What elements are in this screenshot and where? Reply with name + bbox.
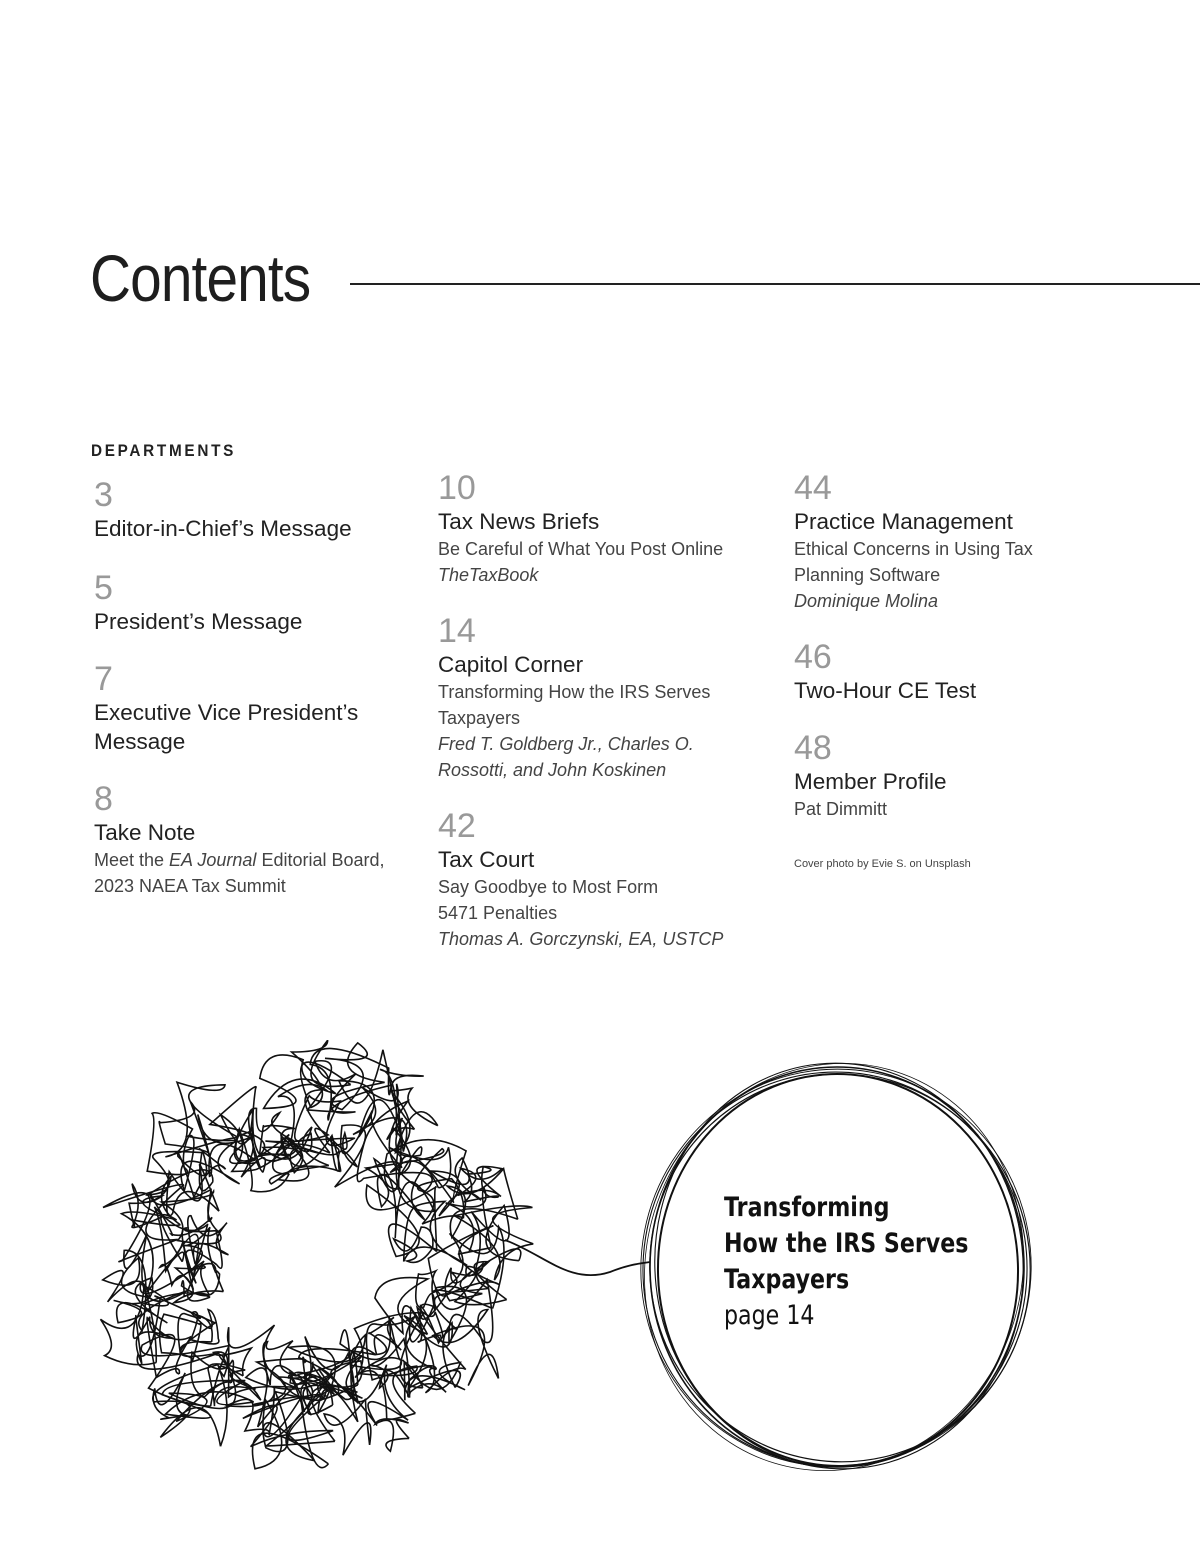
toc-entry[interactable]: [438, 469, 778, 588]
toc-column-2: [438, 469, 778, 952]
scribble-ring-icon: [101, 1040, 534, 1469]
scribble-loop: [260, 1055, 336, 1108]
toc-page-number: 7: [94, 660, 113, 698]
toc-entry-subtitle: Say Goodbye to Most Form 5471 Penalties: [438, 877, 659, 923]
toc-entry[interactable]: [794, 729, 1124, 822]
toc-entry-author: TheTaxBook: [438, 565, 539, 585]
toc-entry[interactable]: [94, 660, 424, 756]
toc-page-number: 44: [794, 469, 832, 507]
toc-column-1: [94, 476, 424, 899]
scribble-loop: [471, 1206, 521, 1270]
feature-callout[interactable]: [724, 1190, 984, 1334]
toc-entry-subtitle: Be Careful of What You Post Online: [438, 539, 724, 559]
toc-entry-author: Thomas A. Gorczynski, EA, USTCP: [438, 929, 724, 949]
scribble-loop: [380, 1069, 424, 1135]
toc-page-number: 3: [94, 476, 113, 514]
toc-entry-title: Take Note: [94, 820, 196, 845]
toc-entry-title: Executive Vice President’s Message: [94, 700, 359, 754]
toc-entry-title: President’s Message: [94, 609, 303, 634]
toc-page-number: 8: [94, 780, 113, 818]
toc-entry-subtitle: Ethical Concerns in Using Tax Planning Software: [794, 539, 1033, 585]
toc-entry-title: Capitol Corner: [438, 652, 584, 677]
toc-entry-author: Dominique Molina: [794, 591, 939, 611]
toc-entry[interactable]: [794, 638, 1124, 705]
toc-entry-title: Editor-in-Chief’s Message: [94, 516, 352, 541]
feature-title-line: How the IRS Serves: [724, 1228, 969, 1259]
toc-entry-title: Member Profile: [794, 769, 947, 794]
toc-page-number: 10: [438, 469, 476, 507]
toc-entry[interactable]: [794, 469, 1124, 614]
toc-entry-title: Tax Court: [438, 847, 535, 872]
scribble-loop: [153, 1373, 187, 1419]
toc-page-number: 46: [794, 638, 832, 676]
toc-entry-subtitle: Pat Dimmitt: [794, 799, 888, 819]
section-label-departments: DEPARTMENTS: [91, 441, 237, 460]
page-title: Contents: [90, 241, 311, 315]
toc-entry-title: Two-Hour CE Test: [794, 678, 977, 703]
toc-entry-title: Tax News Briefs: [438, 509, 600, 534]
toc-page-number: 42: [438, 807, 476, 845]
toc-entry[interactable]: [438, 612, 778, 783]
toc-entry[interactable]: [94, 569, 424, 636]
feature-page-ref: page 14: [724, 1300, 815, 1331]
title-rule: [350, 283, 1200, 285]
toc-page-number: 5: [94, 569, 113, 607]
toc-entry-author: Fred T. Goldberg Jr., Charles O. Rossotti, and John Koskinen: [438, 734, 694, 780]
toc-entry[interactable]: [94, 780, 424, 899]
toc-page-number: 14: [438, 612, 476, 650]
scribble-loop: [464, 1167, 498, 1202]
toc-entry[interactable]: [438, 807, 778, 952]
toc-page-number: 48: [794, 729, 832, 767]
feature-title-line: Taxpayers: [724, 1264, 850, 1295]
toc-entry-subtitle: Meet the EA Journal Editorial Board, 2023 NAEA Tax Summit: [94, 850, 385, 896]
toc-column-3: [794, 469, 1124, 870]
feature-title-line: Transforming: [724, 1192, 890, 1223]
toc-entry-subtitle: Transforming How the IRS Serves Taxpayers: [438, 682, 711, 728]
scribble-loop: [263, 1127, 329, 1184]
scribble-loop: [458, 1167, 502, 1197]
toc-entry[interactable]: [94, 476, 424, 543]
cover-photo-credit: Cover photo by Evie S. on Unsplash: [794, 858, 971, 870]
scribble-loop: [375, 1419, 409, 1451]
toc-entry-title: Practice Management: [794, 509, 1013, 534]
scribble-loop: [263, 1392, 322, 1461]
scribble-illustration: [0, 1040, 1200, 1500]
